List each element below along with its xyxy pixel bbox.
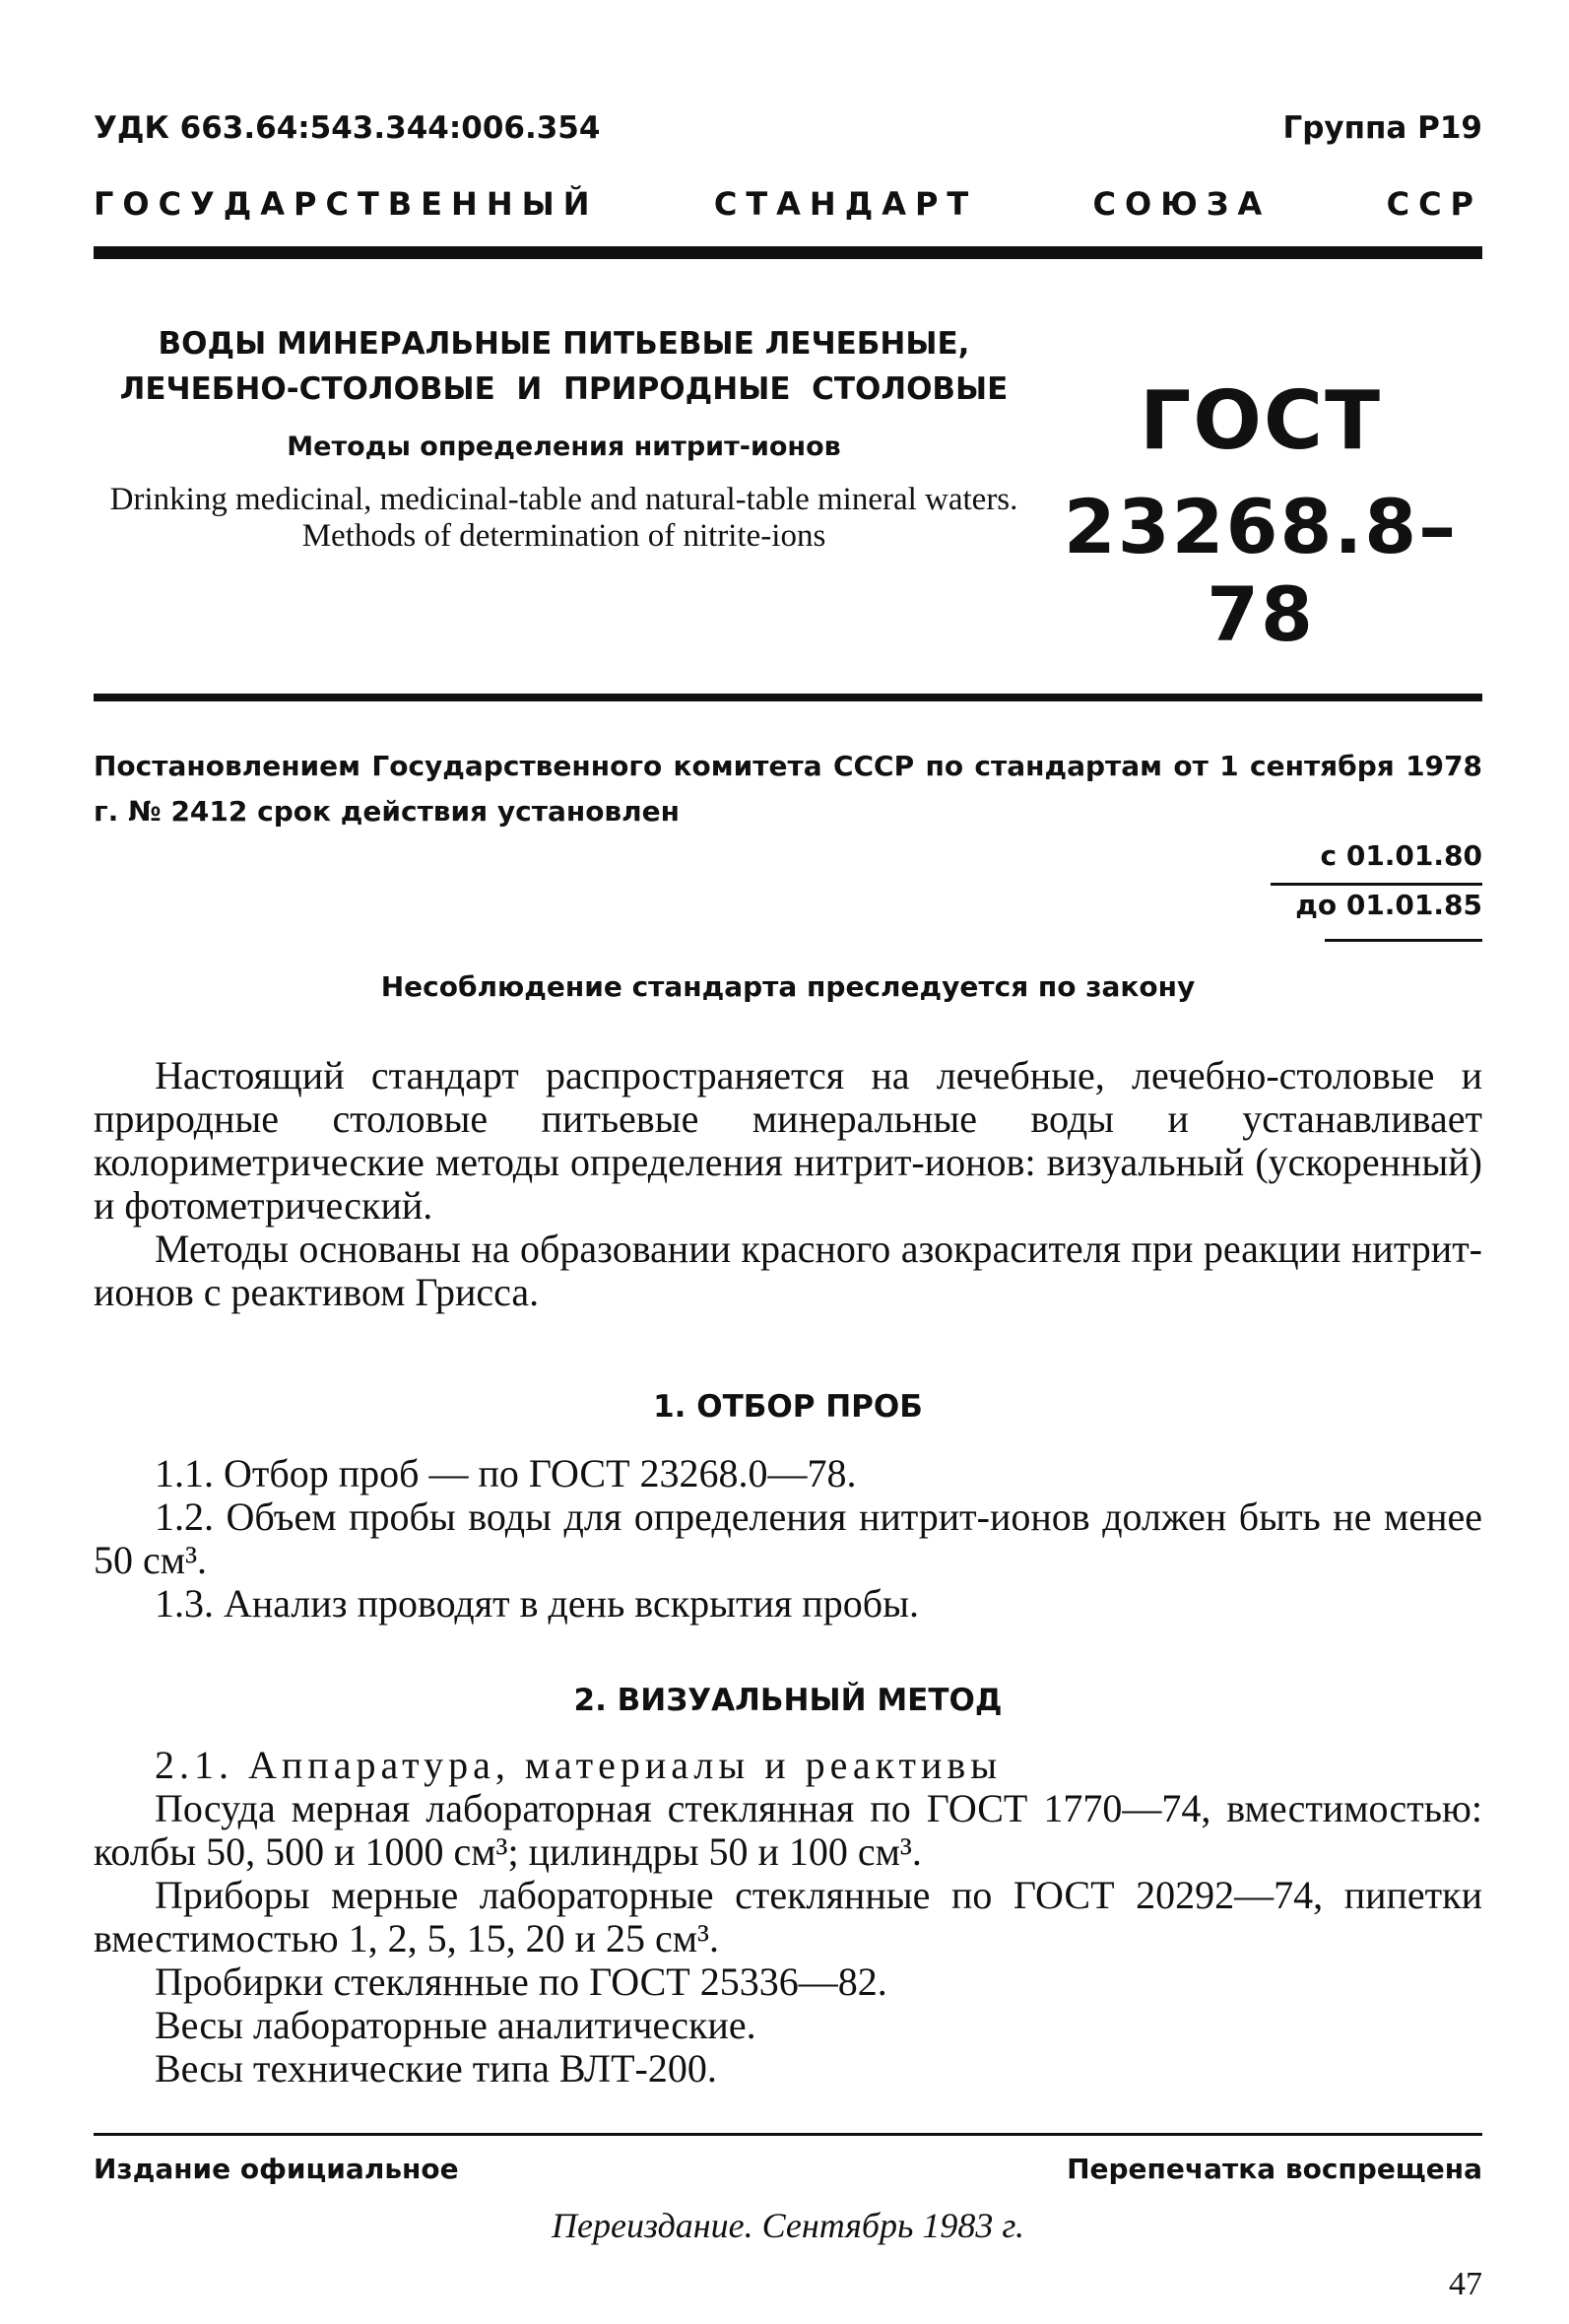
state-standard-banner: [94, 185, 1482, 223]
banner-word: СОЮЗА: [1092, 185, 1272, 223]
footer-divider: [94, 2133, 1482, 2136]
list-item: Весы технические типа ВЛТ-200.: [155, 2046, 717, 2091]
decree-text: Постановлением Государственного комитета СССР по стандартам от 1 сентября 1978 г. № 2412 срок действия установлен: [94, 750, 1482, 828]
title-line: ВОДЫ МИНЕРАЛЬНЫЕ ПИТЬЕВЫЕ ЛЕЧЕБНЫЕ,: [158, 326, 970, 362]
intro-paragraph: Методы основаны на образовании красного азокрасителя при реакции нитрит-ионов с реактивом Грисса.: [94, 1227, 1482, 1314]
list-item: Пробирки стеклянные по ГОСТ 25336—82.: [155, 1959, 887, 2004]
valid-from-date: с 01.01.80: [1320, 839, 1482, 872]
banner-word: СТАНДАРТ: [713, 185, 978, 223]
reprint-notice: Перепечатка воспрещена: [1067, 2153, 1482, 2185]
section2-body: [94, 1744, 1482, 2091]
list-item: Весы лабораторные аналитические.: [155, 2003, 756, 2047]
list-item: Посуда мерная лабораторная стеклянная по ГОСТ 1770—74, вместимостью: колбы 50, 500 и 1000 см³; цилиндры 50 и 100 см³.: [94, 1786, 1482, 1874]
valid-to-date: до 01.01.85: [1295, 889, 1482, 921]
intro-paragraph: Настоящий стандарт распространяется на лечебные, лечебно-столовые и природные столовые питьевые минеральные воды и устанавливает колориметрические методы определения нитрит-ионов: визуальный (ускоренный) и фотометрический.: [94, 1053, 1482, 1228]
page-number: 47: [1449, 2266, 1482, 2302]
violation-notice: Несоблюдение стандарта преследуется по закону: [380, 970, 1196, 1003]
title-divider: [94, 694, 1482, 701]
section1-body: [94, 1452, 1482, 1626]
date-divider: [1271, 883, 1482, 886]
subsection-heading: 2.1. Аппаратура, материалы и реактивы: [155, 1743, 1003, 1787]
clause: 1.2. Объем пробы воды для определения нитрит-ионов должен быть не менее 50 см³.: [94, 1494, 1482, 1582]
udk-code: УДК 663.64:543.344:006.354: [94, 110, 601, 146]
section-heading: 1. ОТБОР ПРОБ: [653, 1389, 923, 1425]
intro-section: [94, 1054, 1482, 1314]
banner-word: ГОСУДАРСТВЕННЫЙ: [94, 185, 599, 223]
clause: 1.3. Анализ проводят в день вскрытия пробы.: [155, 1581, 919, 1626]
date-divider: [1325, 939, 1482, 942]
gost-label: ГОСТ: [1139, 374, 1383, 468]
gost-number: 23268.8–78: [1063, 483, 1459, 658]
group-code: Группа Р19: [1282, 110, 1482, 146]
section-heading: 2. ВИЗУАЛЬНЫЙ МЕТОД: [573, 1683, 1003, 1718]
title-subtitle: Методы определения нитрит-ионов: [287, 432, 841, 462]
title-english: Drinking medicinal, medicinal-table and natural-table mineral waters. Methods of determination of nitrite-ions: [109, 482, 1018, 554]
header-divider: [94, 246, 1482, 259]
banner-word: ССР: [1386, 185, 1482, 223]
reissue-note: Переиздание. Сентябрь 1983 г.: [552, 2206, 1024, 2245]
document-title: [98, 321, 1029, 555]
title-line: ЛЕЧЕБНО-СТОЛОВЫЕ И ПРИРОДНЫЕ СТОЛОВЫЕ: [119, 371, 1009, 407]
clause: 1.1. Отбор проб — по ГОСТ 23268.0—78.: [155, 1451, 857, 1495]
list-item: Приборы мерные лабораторные стеклянные по ГОСТ 20292—74, пипетки вместимостью 1, 2, 5, 15, 20 и 25 см³.: [94, 1873, 1482, 1960]
edition-note: Издание официальное: [94, 2153, 459, 2185]
